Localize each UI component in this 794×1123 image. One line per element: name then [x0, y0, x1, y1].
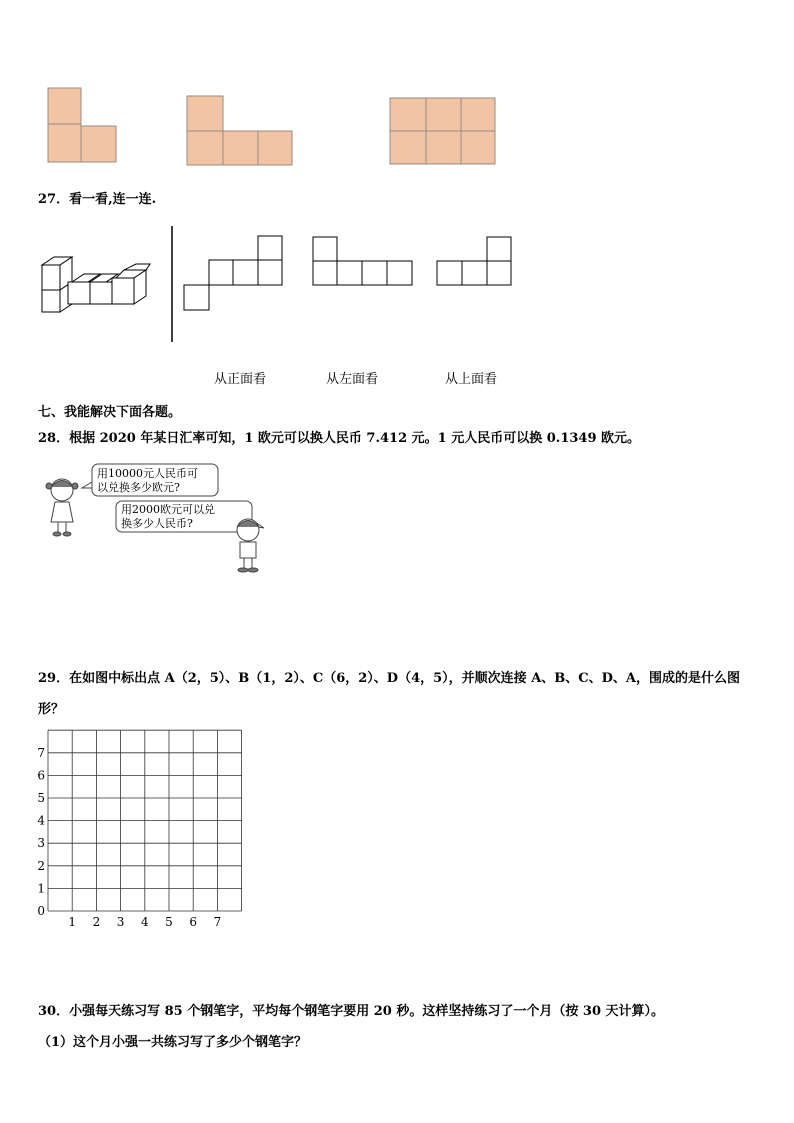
question-30-sub1: （1）这个月小强一共练习写了多少个钢笔字？ [38, 1035, 308, 1050]
y-tick-label: 3 [37, 836, 45, 851]
y-tick-label: 4 [37, 813, 45, 828]
y-tick-label: 6 [37, 768, 45, 783]
block [187, 131, 223, 165]
block [390, 98, 426, 131]
question-30-prompt: 30．小强每天练习写 85 个钢笔字，平均每个钢笔字要用 20 秒。这样坚持练习了一个月（按 30 天计算）。 [38, 1004, 665, 1019]
x-tick-label: 5 [165, 915, 173, 929]
section-title: 七、我能解决下面各题。 [38, 405, 182, 420]
block [390, 131, 426, 164]
question-27-prompt: 27．看一看,连一连. [38, 192, 157, 207]
block [48, 88, 81, 124]
boy-bubble-text: 用2000欧元可以兑 换多少人民币? [121, 503, 215, 530]
x-tick-label: 4 [140, 915, 149, 929]
x-tick-label: 6 [189, 915, 198, 929]
y-tick-label: 0 [37, 904, 45, 918]
question-29-prompt-line1: 29．在如图中标出点 A（2，5）、B（1，2）、C（6，2）、D（4，5），并顺次连接 A、B、C、D、A，围成的是什么图 [38, 671, 740, 686]
block-shapes-top [0, 0, 794, 180]
y-tick-label: 2 [37, 858, 45, 873]
view-label-left: 从左面看 [326, 372, 379, 387]
block [426, 98, 461, 131]
coordinate-grid [36, 724, 256, 934]
view-shape-3 [437, 237, 511, 285]
block [258, 131, 292, 165]
view-label-front: 从正面看 [214, 372, 267, 387]
y-tick-label: 5 [37, 791, 45, 805]
question-29-prompt-line2: 形？ [38, 702, 65, 717]
block [81, 126, 116, 162]
x-tick-label: 1 [68, 915, 77, 929]
y-tick-label: 7 [37, 745, 45, 760]
block [426, 131, 461, 164]
view-shape-1 [184, 236, 282, 310]
block [223, 131, 258, 165]
girl-bubble-text: 用10000元人民币可 以兑换多少欧元? [97, 467, 198, 494]
x-tick-label: 3 [116, 915, 125, 929]
view-shape-2 [313, 237, 412, 285]
y-tick-label: 1 [37, 881, 45, 896]
block [187, 96, 223, 131]
girl-figure [46, 479, 78, 536]
x-tick-label: 2 [92, 915, 101, 929]
boy-figure [237, 519, 259, 572]
view-label-top: 从上面看 [445, 372, 498, 387]
block [461, 131, 495, 164]
question-28-prompt: 28．根据 2020 年某日汇率可知，1 欧元可以换人民币 7.412 元。1 元人民币可以换 0.1349 欧元。 [38, 431, 641, 446]
x-tick-label: 7 [213, 915, 222, 929]
block [461, 98, 495, 131]
block [48, 124, 81, 162]
cube-solid-3d [42, 257, 150, 312]
q27-figures [0, 220, 794, 360]
